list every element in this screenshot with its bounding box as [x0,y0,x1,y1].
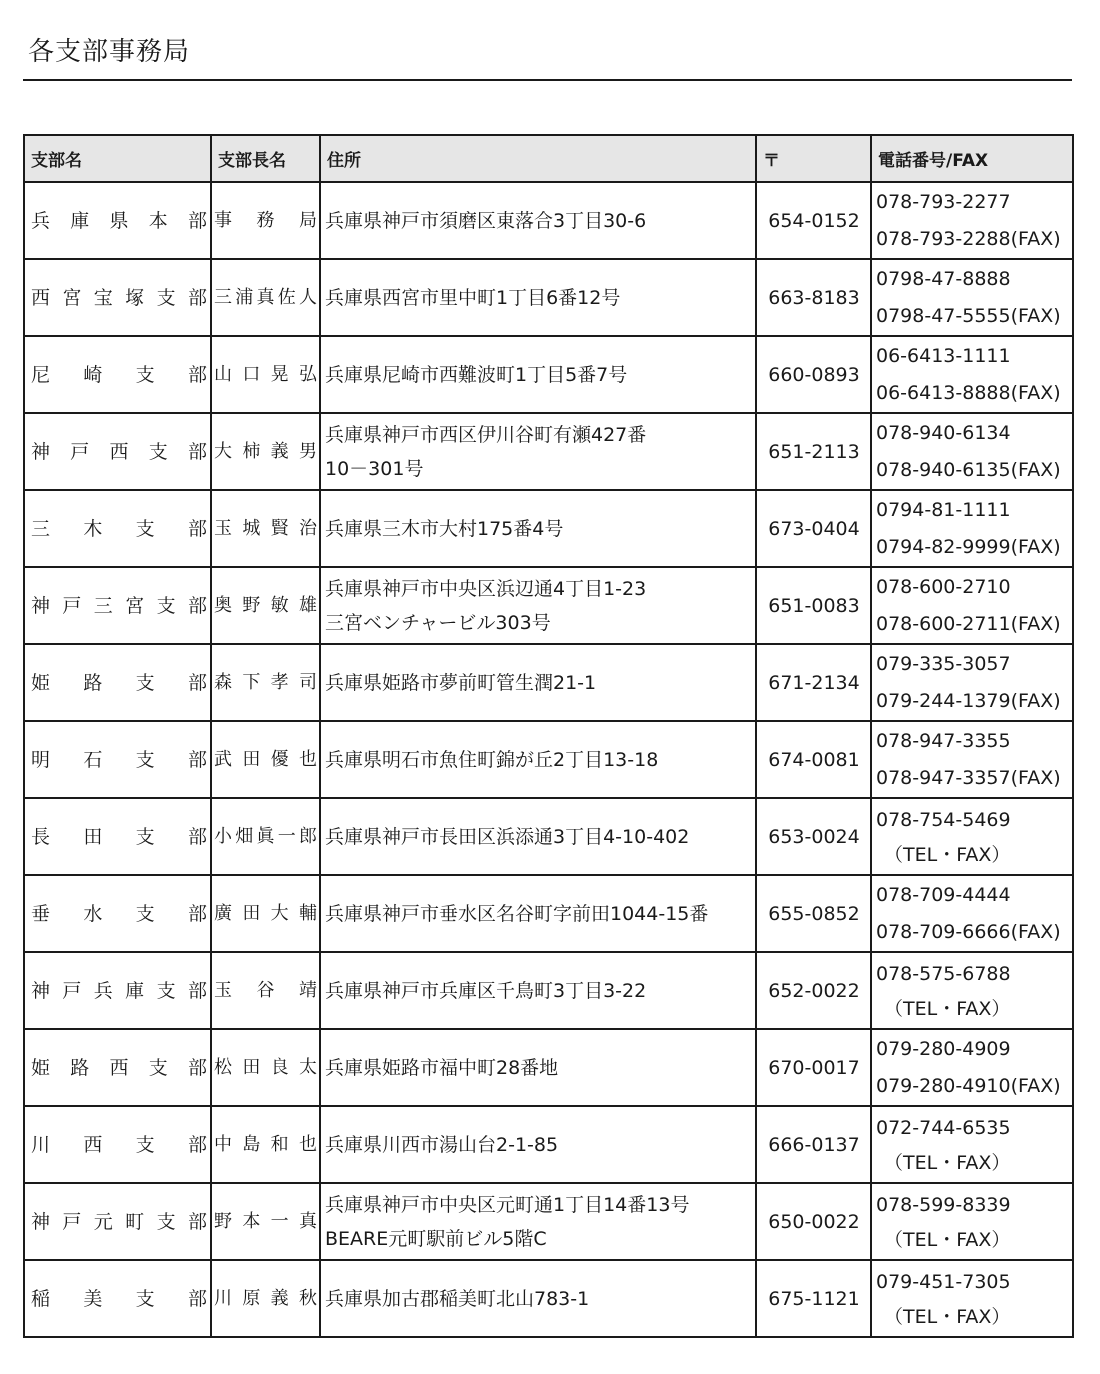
address-line: 兵庫県神戸市兵庫区千鳥町3丁目3-22 [325,979,647,1002]
chief-name: 奥 野 敏 雄 [214,594,317,616]
cell-chief-name [211,490,320,567]
cell-address [320,1260,756,1337]
cell-phone-fax [871,798,1073,875]
branch-name: 西 宮 宝 塚 支 部 [31,286,207,309]
phone-number: 072-744-6535 [876,1117,1011,1139]
address-line: 兵庫県尼崎市西難波町1丁目5番7号 [325,363,628,386]
address-line: 兵庫県三木市大村175番4号 [325,517,564,540]
cell-address [320,1106,756,1183]
fax-number: 0794-82-9999(FAX) [876,535,1061,558]
cell-branch-name [24,952,211,1029]
cell-branch-name [24,1260,211,1337]
chief-name: 小 畑 眞 一 郎 [214,825,317,847]
table-row [24,1029,1073,1106]
fax-number: 078-600-2711(FAX) [876,612,1061,635]
fax-number: 0798-47-5555(FAX) [876,304,1061,327]
branch-name: 川 西 支 部 [31,1133,207,1156]
cell-chief-name [211,182,320,259]
branch-name: 神 戸 元 町 支 部 [31,1210,207,1233]
cell-postal-code: 654-0152 [756,182,871,259]
address-line: 兵庫県神戸市中央区浜辺通4丁目1-23 [325,577,647,600]
phone-number: 078-599-8339 [876,1194,1011,1216]
table-body [24,182,1073,1337]
address-line: 10－301号 [325,457,424,480]
table-header-row [24,135,1073,182]
page-title: 各支部事務局 [28,37,191,67]
cell-chief-name [211,259,320,336]
cell-chief-name [211,413,320,490]
cell-postal-code: 673-0404 [756,490,871,567]
cell-postal-code: 663-8183 [756,259,871,336]
branch-name: 姫 路 支 部 [31,671,207,694]
phone-number: 078-600-2710 [876,575,1011,598]
branch-name: 明 石 支 部 [31,748,207,771]
cell-phone-fax [871,1106,1073,1183]
table-row [24,413,1073,490]
cell-branch-name [24,490,211,567]
header-phone-fax: 電話番号/FAX [871,135,1073,182]
branch-name: 長 田 支 部 [31,825,207,848]
chief-name: 野 本 一 真 [214,1210,317,1232]
header-address: 住所 [320,135,756,182]
branch-name: 垂 水 支 部 [31,902,207,925]
cell-address [320,875,756,952]
chief-name: 中 島 和 也 [214,1133,317,1155]
cell-phone-fax [871,1260,1073,1337]
tel-fax-note: （TEL・FAX） [884,1306,1011,1328]
cell-phone-fax [871,259,1073,336]
phone-number: 078-940-6134 [876,421,1011,444]
cell-postal-code: 674-0081 [756,721,871,798]
cell-branch-name [24,721,211,798]
cell-branch-name [24,336,211,413]
cell-postal-code: 651-2113 [756,413,871,490]
cell-branch-name [24,1029,211,1106]
table-row [24,490,1073,567]
phone-number: 0794-81-1111 [876,498,1011,521]
phone-number: 06-6413-1111 [876,344,1011,367]
title-divider [23,79,1072,81]
table-row [24,1260,1073,1337]
cell-phone-fax [871,875,1073,952]
address-line: 兵庫県神戸市垂水区名谷町字前田1044-15番 [325,902,709,925]
cell-address [320,721,756,798]
cell-postal-code: 655-0852 [756,875,871,952]
fax-number: 079-280-4910(FAX) [876,1074,1061,1097]
address-line: 兵庫県神戸市中央区元町通1丁目14番13号 [325,1193,690,1216]
branch-name: 姫 路 西 支 部 [31,1056,207,1079]
branch-name: 尼 崎 支 部 [31,363,207,386]
cell-address [320,182,756,259]
cell-postal-code: 675-1121 [756,1260,871,1337]
cell-phone-fax [871,490,1073,567]
cell-chief-name [211,644,320,721]
table-row [24,721,1073,798]
cell-branch-name [24,875,211,952]
table-row [24,644,1073,721]
cell-postal-code: 670-0017 [756,1029,871,1106]
fax-number: 079-244-1379(FAX) [876,689,1061,712]
address-line: 兵庫県神戸市西区伊川谷町有瀬427番 [325,423,647,446]
cell-phone-fax [871,952,1073,1029]
cell-postal-code: 652-0022 [756,952,871,1029]
cell-chief-name [211,721,320,798]
chief-name: 三 浦 真 佐 人 [214,286,317,308]
phone-number: 079-335-3057 [876,652,1011,675]
cell-chief-name [211,336,320,413]
cell-branch-name [24,259,211,336]
cell-phone-fax [871,1029,1073,1106]
chief-name: 廣 田 大 輔 [214,902,317,924]
table-row [24,1106,1073,1183]
cell-address [320,490,756,567]
table-row [24,952,1073,1029]
chief-name: 森 下 孝 司 [214,671,317,693]
cell-address [320,259,756,336]
cell-chief-name [211,798,320,875]
fax-number: 078-793-2288(FAX) [876,227,1061,250]
chief-name: 川 原 義 秋 [214,1287,317,1309]
chief-name: 武 田 優 也 [214,748,317,770]
cell-postal-code: 660-0893 [756,336,871,413]
chief-name: 事 務 局 [214,209,317,231]
cell-branch-name [24,567,211,644]
phone-number: 078-575-6788 [876,963,1011,985]
cell-postal-code: 651-0083 [756,567,871,644]
cell-chief-name [211,1029,320,1106]
chief-name: 松 田 良 太 [214,1056,317,1078]
cell-postal-code: 671-2134 [756,644,871,721]
chief-name: 大 柿 義 男 [214,440,317,462]
address-line: 兵庫県明石市魚住町錦が丘2丁目13-18 [325,748,659,771]
address-line: 兵庫県加古郡稲美町北山783-1 [325,1287,590,1310]
header-chief-name: 支部長名 [211,135,320,182]
branch-name: 神 戸 西 支 部 [31,440,207,463]
address-line: 兵庫県神戸市長田区浜添通3丁目4-10-402 [325,825,690,848]
tel-fax-note: （TEL・FAX） [884,844,1011,866]
table-row [24,798,1073,875]
address-line: 兵庫県神戸市須磨区東落合3丁目30-6 [325,209,647,232]
phone-number: 079-280-4909 [876,1037,1011,1060]
cell-branch-name [24,1183,211,1260]
table-row [24,567,1073,644]
address-line: 兵庫県姫路市福中町28番地 [325,1056,559,1079]
address-line: BEARE元町駅前ビル5階C [325,1227,547,1250]
cell-phone-fax [871,413,1073,490]
table-row [24,875,1073,952]
cell-postal-code: 653-0024 [756,798,871,875]
address-line: 三宮ベンチャービル303号 [325,611,551,634]
cell-branch-name [24,413,211,490]
phone-number: 078-947-3355 [876,729,1011,752]
table-row [24,259,1073,336]
branch-offices-table-wrapper [23,134,1072,1338]
cell-chief-name [211,1260,320,1337]
cell-phone-fax [871,1183,1073,1260]
cell-address [320,952,756,1029]
address-line: 兵庫県川西市湯山台2-1-85 [325,1133,559,1156]
cell-address [320,644,756,721]
fax-number: 078-947-3357(FAX) [876,766,1061,789]
branch-offices-table [23,134,1074,1338]
branch-name: 三 木 支 部 [31,517,207,540]
cell-phone-fax [871,644,1073,721]
table-row [24,182,1073,259]
tel-fax-note: （TEL・FAX） [884,1152,1011,1174]
cell-address [320,798,756,875]
cell-branch-name [24,798,211,875]
cell-address [320,413,756,490]
branch-name: 神 戸 兵 庫 支 部 [31,979,207,1002]
cell-branch-name [24,644,211,721]
cell-chief-name [211,1106,320,1183]
branch-name: 兵 庫 県 本 部 [31,209,207,232]
cell-address [320,336,756,413]
cell-phone-fax [871,567,1073,644]
cell-phone-fax [871,182,1073,259]
table-row [24,336,1073,413]
cell-postal-code: 666-0137 [756,1106,871,1183]
fax-number: 078-709-6666(FAX) [876,920,1061,943]
address-line: 兵庫県姫路市夢前町管生潤21-1 [325,671,597,694]
header-postal-code: 〒 [756,135,871,182]
cell-address [320,567,756,644]
cell-branch-name [24,1106,211,1183]
chief-name: 玉 谷 靖 [214,979,317,1001]
phone-number: 078-709-4444 [876,883,1011,906]
phone-number: 0798-47-8888 [876,267,1011,290]
chief-name: 玉 城 賢 治 [214,517,317,539]
cell-postal-code: 650-0022 [756,1183,871,1260]
chief-name: 山 口 晃 弘 [214,363,317,385]
cell-phone-fax [871,721,1073,798]
cell-chief-name [211,952,320,1029]
tel-fax-note: （TEL・FAX） [884,998,1011,1020]
cell-branch-name [24,182,211,259]
cell-chief-name [211,1183,320,1260]
cell-phone-fax [871,336,1073,413]
cell-chief-name [211,567,320,644]
phone-number: 079-451-7305 [876,1271,1011,1293]
fax-number: 06-6413-8888(FAX) [876,381,1061,404]
address-line: 兵庫県西宮市里中町1丁目6番12号 [325,286,621,309]
phone-number: 078-793-2277 [876,190,1011,213]
header-branch-name: 支部名 [24,135,211,182]
table-row [24,1183,1073,1260]
branch-name: 稲 美 支 部 [31,1287,207,1310]
cell-address [320,1183,756,1260]
tel-fax-note: （TEL・FAX） [884,1229,1011,1251]
cell-chief-name [211,875,320,952]
fax-number: 078-940-6135(FAX) [876,458,1061,481]
cell-address [320,1029,756,1106]
phone-number: 078-754-5469 [876,809,1011,831]
branch-name: 神 戸 三 宮 支 部 [31,594,207,617]
